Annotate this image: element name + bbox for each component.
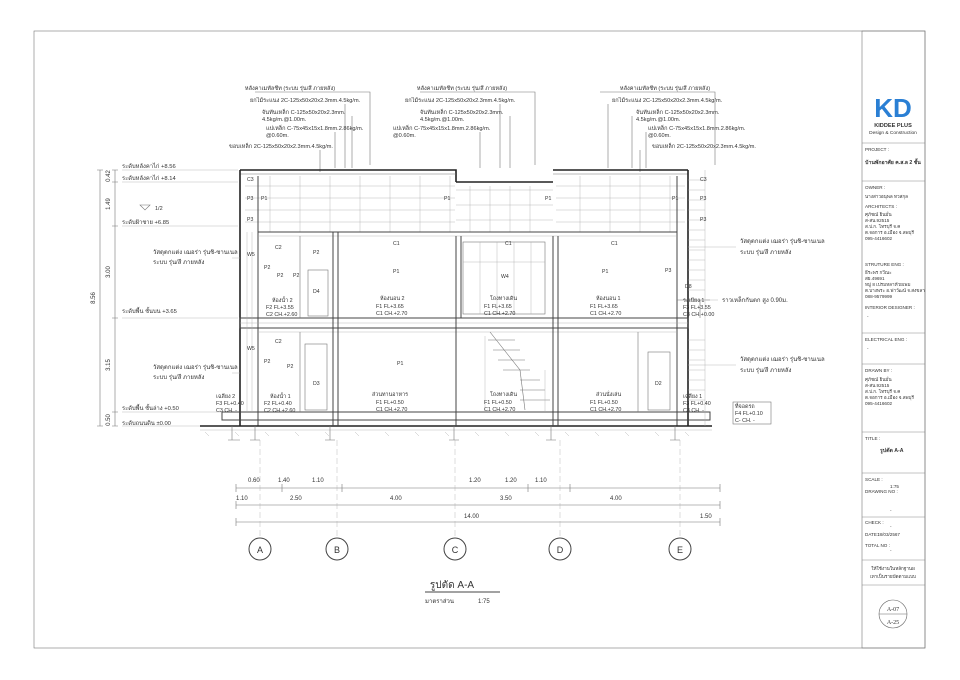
svg-text:ส่วนทานอาหาร: ส่วนทานอาหาร [372,392,409,398]
total-label: TOTAL NO : [865,543,890,548]
svg-text:-: - [890,508,892,513]
tag: W4 [501,274,509,280]
svg-text:โถงทางเดิน: โถงทางเดิน [490,296,518,302]
dim-value: 0.42 [106,170,112,182]
svg-text:C1 CH.+2.70: C1 CH.+2.70 [376,311,408,317]
tag: W5 [247,346,255,352]
drawing-title: รูปตัด A-A [429,580,475,591]
svg-text:C1 CH.+2.70: C1 CH.+2.70 [590,311,622,317]
svg-text:-: - [890,524,892,529]
dim-value: 4.00 [390,496,402,502]
svg-text:C3 CH. -: C3 CH. - [216,408,237,414]
check-label: CHECK : [865,520,884,525]
level-label: ระดับหลังคาไก่ +8.56 [122,164,176,170]
dim-value: 1.50 [700,514,712,520]
svg-text:ห้องนอน 2: ห้องนอน 2 [380,296,405,302]
dim-value: 1.10 [535,478,547,484]
svg-text:C3 CH. -: C3 CH. - [683,408,704,414]
drawn-label: DRAWN BY : [865,368,893,373]
tag: C1 [505,241,512,247]
dim-value: 1.40 [278,478,290,484]
svg-text:A: A [256,545,264,555]
dim-value: 1.49 [106,198,112,210]
tag: P1 [545,196,552,202]
dim-value: 8.56 [91,292,97,304]
tag: P1 [393,269,400,275]
tag: D3 [313,381,320,387]
svg-text:C1 CH.+2.70: C1 CH.+2.70 [484,407,516,413]
svg-text:B: B [333,545,341,555]
svg-text:C1 CH.+2.70: C1 CH.+2.70 [590,407,622,413]
svg-text:F1 FL+0.50: F1 FL+0.50 [376,400,404,406]
tag: C2 [275,339,282,345]
tag: C3 [247,177,254,183]
tag: P3 [247,217,254,223]
svg-text:ธีระพร กวีณะ: ธีระพร กวีณะ [865,270,892,275]
tag: P3 [700,196,707,202]
svg-text:F4 FL+0.10: F4 FL+0.10 [735,411,763,417]
tag: P1 [444,196,451,202]
svg-text:F3 FL+0.40: F3 FL+0.40 [216,401,244,407]
svg-text:E: E [676,545,684,555]
tag: C1 [393,241,400,247]
tag: D8 [685,284,692,290]
svg-text:ศุภัชณ์ ยินมั่น: ศุภัชณ์ ยินมั่น [865,377,892,382]
svg-text:F3 FL+3.55: F3 FL+3.55 [683,305,711,311]
svg-text:C2 CH.+2.60: C2 CH.+2.60 [266,312,298,318]
svg-text:ที่จอดรถ: ที่จอดรถ [735,404,755,410]
svg-text:095-4416602: 095-4416602 [865,236,893,241]
callout-text: @0.60m. [393,133,416,139]
dim-value: 14.00 [464,514,480,520]
level-label: ระดับหลังคาไก่ +8.14 [122,176,176,182]
dim-value: 0.50 [106,414,112,426]
svg-text:เฉลียง 1: เฉลียง 1 [683,394,703,400]
tag: P3 [700,217,707,223]
svg-text:-: - [890,548,892,553]
electrical-label: ELECTRICAL ENG : [865,337,907,342]
title-label: TITLE : [865,436,881,441]
svg-text:ส-สน.92515: ส-สน.92515 [865,218,890,223]
tag: P1 [397,361,404,367]
tag: P1 [602,269,609,275]
callout-text: @0.60m. [266,133,289,139]
tag: P1 [672,196,679,202]
tag: P2 [264,359,271,365]
dim-value: 1.20 [505,478,517,484]
svg-text:ระบบ รุ่น/สี ภายหลัง: ระบบ รุ่น/สี ภายหลัง [740,368,792,374]
svg-text:ระบบ รุ่น/สี ภายหลัง: ระบบ รุ่น/สี ภายหลัง [740,250,792,256]
tag: P2 [287,364,294,370]
svg-text:เทาเป็นรายบัดตามแบบ: เทาเป็นรายบัดตามแบบ [870,574,916,579]
level-label: ระดับพื้น ชั้นล่าง +0.50 [122,406,179,412]
svg-text:ราวเหล็กกันตก สูง 0.90ม.: ราวเหล็กกันตก สูง 0.90ม. [722,298,788,304]
svg-text:วัสดุตกแต่ง เฌอร่า รุ่นชิ-ซานเ: วัสดุตกแต่ง เฌอร่า รุ่นชิ-ซานเนล [153,250,238,256]
callout-text: ยกไม้ระแนง 2C-125x50x20x2.3mm.4.5kg/m. [405,98,516,104]
svg-text:F1 FL+3.65: F1 FL+3.65 [590,304,618,310]
svg-text:ศุภัชณ์ ยินมั่น: ศุภัชณ์ ยินมั่น [865,212,892,217]
tag: P2 [264,265,271,271]
callout-text: @0.60m. [648,133,671,139]
svg-text:ต.จอการ อ.เมือง จ.ลพบุรี: ต.จอการ อ.เมือง จ.ลพบุรี [865,395,914,400]
svg-text:โถงทางเดิน: โถงทางเดิน [490,392,518,398]
svg-text:หมู่ 8 เปรมหลาห้วยเพม: หมู่ 8 เปรมหลาห้วยเพม [865,282,911,287]
level-label: ระดับพื้น ชั้นบน +3.65 [122,309,177,315]
svg-text:Design & Construction: Design & Construction [869,131,917,136]
svg-text:C1 CH.+2.70: C1 CH.+2.70 [484,311,516,317]
svg-text:ส.ป.ก. โทรบุรี จ.ค: ส.ป.ก. โทรบุรี จ.ค [865,389,901,394]
callout-text: 4.5kg/m.@1.00m. [420,117,465,123]
callout-text: จันทันเหล็ก C-125x50x20x2.3mm. [420,110,504,116]
svg-text:A-25: A-25 [886,620,900,626]
drawing-no-label: DRAWING NO : [865,489,898,494]
svg-text:ห้องน้ำ 2: ห้องน้ำ 2 [272,298,293,304]
svg-text:C1 CH.+2.70: C1 CH.+2.70 [376,407,408,413]
svg-text:C- CH. -: C- CH. - [735,418,755,424]
dim-value: 0.60 [248,478,260,484]
tag: C1 [611,241,618,247]
scale-value-tb: 1:75 [890,484,899,489]
svg-text:ต.จอการ อ.เมือง จ.ลพบุรี: ต.จอการ อ.เมือง จ.ลพบุรี [865,230,914,235]
svg-text:088-9579999: 088-9579999 [865,294,893,299]
svg-text:ระบบ รุ่น/สี ภายหลัง: ระบบ รุ่น/สี ภายหลัง [153,375,205,381]
callout-text: หลังคาเมทัลชีท (ระบบ รุ่น/สี ภายหลัง) [244,86,336,92]
svg-text:F1 FL+0.50: F1 FL+0.50 [484,400,512,406]
svg-text:F2 FL+3.55: F2 FL+3.55 [266,305,294,311]
dim-value: 3.00 [106,266,112,278]
structure-label: STRUTURE ENG : [865,262,904,267]
interior-label: INTERIOR DESIGNER : [865,305,915,310]
callout-text: แปเหล็ก C-75x45x15x1.8mm.2.86kg/m. [266,126,364,132]
svg-text:A-07: A-07 [886,607,900,613]
date-value: 18/03/2567 [877,532,900,537]
tag: P1 [261,196,268,202]
svg-text:C3 CH.+0.00: C3 CH.+0.00 [683,312,715,318]
svg-text:KIDDEE PLUS: KIDDEE PLUS [874,123,912,129]
callout-text: ยกไม้ระแนง 2C-125x50x20x2.3mm.4.5kg/m. [250,98,361,104]
tag: P2 [313,250,320,256]
svg-text:1/2: 1/2 [155,206,163,212]
svg-text:ระบบ รุ่น/สี ภายหลัง: ระบบ รุ่น/สี ภายหลัง [153,260,205,266]
level-label: ระดับถนนดิน ±0.00 [122,421,171,427]
architects-label: ARCHITECTS : [865,204,897,209]
callout-text: หลังคาเมทัลชีท (ระบบ รุ่น/สี ภายหลัง) [416,86,508,92]
svg-text:F1 FL+3.65: F1 FL+3.65 [376,304,404,310]
owner-value: นางสาวอนุพล ทวสกุล [865,194,908,199]
callout-text: 4.5kg/m.@1.00m. [262,117,307,123]
svg-text:วัสดุตกแต่ง เฌอร่า รุ่นชิ-ซานเ: วัสดุตกแต่ง เฌอร่า รุ่นชิ-ซานเนล [153,365,238,371]
project-value: บ้านพักอาศัย ค.ส.ล 2 ชั้น [865,160,921,166]
callout-text: จันทันเหล็ก C-125x50x20x2.3mm. [636,110,720,116]
svg-text:D: D [556,545,564,555]
callout-text: จันทันเหล็ก C-125x50x20x2.3mm. [262,110,346,116]
svg-text:C: C [451,545,459,555]
tag: W5 [247,252,255,258]
scale-label: มาตราส่วน [425,599,454,605]
tag: P3 [247,196,254,202]
svg-text:วัสดุตกแต่ง เฌอร่า รุ่นชิ-ซานเ: วัสดุตกแต่ง เฌอร่า รุ่นชิ-ซานเนล [740,239,825,245]
svg-text:F2 FL+0.40: F2 FL+0.40 [264,401,292,407]
callout-text: 4.5kg/m.@1.00m. [636,117,681,123]
dim-value: 2.50 [290,496,302,502]
svg-text:F1 FL+3.65: F1 FL+3.65 [484,304,512,310]
svg-text:ต.บางพระ อ.ฟาวัฒน์ จ.สงขลา: ต.บางพระ อ.ฟาวัฒน์ จ.สงขลา [865,288,925,293]
callout-text: ขอบเหล็ก 2C-125x50x20x2.3mm.4.5kg/m. [229,144,333,150]
callout-text: หลังคาเมทัลชีท (ระบบ รุ่น/สี ภายหลัง) [619,86,711,92]
dim-value: 1.10 [236,496,248,502]
dim-value: 1.20 [469,478,481,484]
scale-value: 1:75 [478,599,490,605]
svg-text:ห้องนอน 1: ห้องนอน 1 [596,296,621,302]
svg-text:เฉลียง 2: เฉลียง 2 [216,394,236,400]
tag: P2 [277,273,284,279]
scale-label-tb: SCALE : [865,477,883,482]
svg-text:วัสดุตกแต่ง เฌอร่า รุ่นชิ-ซานเ: วัสดุตกแต่ง เฌอร่า รุ่นชิ-ซานเนล [740,357,825,363]
svg-text:ส.ป.ก. โทรบุรี จ.ค: ส.ป.ก. โทรบุรี จ.ค [865,224,901,229]
svg-text:ส่วนนั่งเล่น: ส่วนนั่งเล่น [596,392,622,398]
dim-value: 4.00 [610,496,622,502]
date-label: DATE : [865,532,880,537]
tag: D4 [313,289,320,295]
callout-text: แปเหล็ก C-75x45x15x1.8mm.2.86kg/m. [393,126,491,132]
dim-value: 3.50 [500,496,512,502]
level-label: ระดับฝ้าชาย +6.85 [122,220,170,226]
callout-text: ยกไม้ระแนง 2C-125x50x20x2.3mm.4.5kg/m. [612,98,723,104]
project-label: PROJECT : [865,147,889,152]
owner-label: OWNER : [865,185,886,190]
svg-text:KD: KD [874,93,912,123]
tag: P3 [665,268,672,274]
svg-text:ให้ใช้งานในหลักฐานผ: ให้ใช้งานในหลักฐานผ [871,566,915,571]
tag: P2 [293,273,300,279]
tag: C2 [275,245,282,251]
svg-text:ห้องน้ำ 1: ห้องน้ำ 1 [270,394,291,400]
svg-text:-: - [867,314,869,319]
svg-text:-: - [867,346,869,351]
svg-text:F1 FL+0.50: F1 FL+0.50 [590,400,618,406]
svg-text:C2 CH.+2.60: C2 CH.+2.60 [264,408,296,414]
dim-value: 1.10 [312,478,324,484]
tag: D2 [655,381,662,387]
svg-text:สย.49691: สย.49691 [865,276,885,281]
callout-text: ขอบเหล็ก 2C-125x50x20x2.3mm.4.5kg/m. [652,144,756,150]
svg-text:095-4416602: 095-4416602 [865,401,893,406]
title-value: รูปตัด A-A [880,448,904,454]
svg-text:ส-สน.92515: ส-สน.92515 [865,383,890,388]
kd-logo [869,93,917,136]
dim-value: 3.15 [106,359,112,371]
svg-text:ระเบียง 1: ระเบียง 1 [683,298,705,304]
tag: C3 [700,177,707,183]
sheet-number-badge [879,600,907,628]
svg-text:F3 FL+0.40: F3 FL+0.40 [683,401,711,407]
callout-text: แปเหล็ก C-75x45x15x1.8mm.2.86kg/m. [648,126,746,132]
